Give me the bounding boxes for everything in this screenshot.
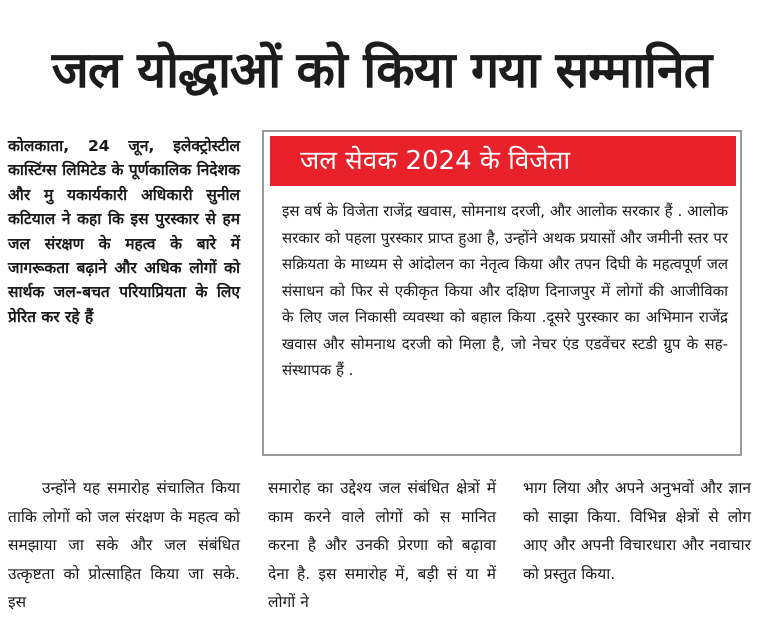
headline: जल योद्धाओं को किया गया सम्मानित (51, 41, 712, 99)
winners-box-header (270, 136, 736, 186)
lead-paragraph: कोलकाता, 24 जून, इलेक्ट्रोस्टील कास्टिंग्स लिमिटेड के पूर्णकालिक निदेशक और मु यकार्यकारी अधिकारी सुनील कटियाल ने कहा कि इस पुरस्कार से हम जल संरक्षण के महत्व के बारे में जागरूकता बढ़ाने और अधिक लोगों को सार्थक जल-बचत परियाप्रियता के लिए प्रेरित कर रहे हैं (8, 137, 240, 326)
winners-box-title: जल सेवक 2024 के विजेता (300, 146, 571, 176)
article-column-2: समारोह का उद्देश्य जल संबंधित क्षेत्रों में काम करने वाले लोगों को स मानित करना है और उनकी प्रेरणा को बढ़ावा देना है. इस समारोह में, बड़ी सं या में लोगों ने (268, 479, 496, 611)
winners-box (262, 130, 742, 456)
winners-box-text: इस वर्ष के विजेता राजेंद्र खवास, सोमनाथ दरजी, और आलोक सरकार हैं . आलोक सरकार को पहला पुरस्कार प्राप्त हुआ है, उन्होंने अथक प्रयासों और जमीनी स्तर पर सक्रियता के माध्यम से आंदोलन का नेतृत्व किया और तपन दिघी के महत्वपूर्ण जल संसाधन को फिर से एकीकृत किया और दक्षिण दिनाजपुर में लोगों की आजीविका के लिए जल निकासी व्यवस्था को बहाल किया .दूसरे पुरस्कार का अभिमान राजेंद्र खवास और सोमनाथ दरजी को मिला है, जो नेचर एंड एडवेंचर स्टडी ग्रुप के सह-संस्थापक हैं . (282, 202, 728, 379)
article-column-3: भाग लिया और अपने अनुभवों और ज्ञान को साझा किया. विभिन्न क्षेत्रों से लोग आए और अपनी विचारधारा और नवाचार को प्रस्तुत किया. (523, 479, 751, 583)
article-column-1: उन्होंने यह समारोह संचालित किया ताकि लोगों को जल संरक्षण के महत्व को समझाया जा सके और जल संबंधित उत्कृष्टता को प्रोत्साहित किया जा सके. इस (8, 479, 240, 611)
